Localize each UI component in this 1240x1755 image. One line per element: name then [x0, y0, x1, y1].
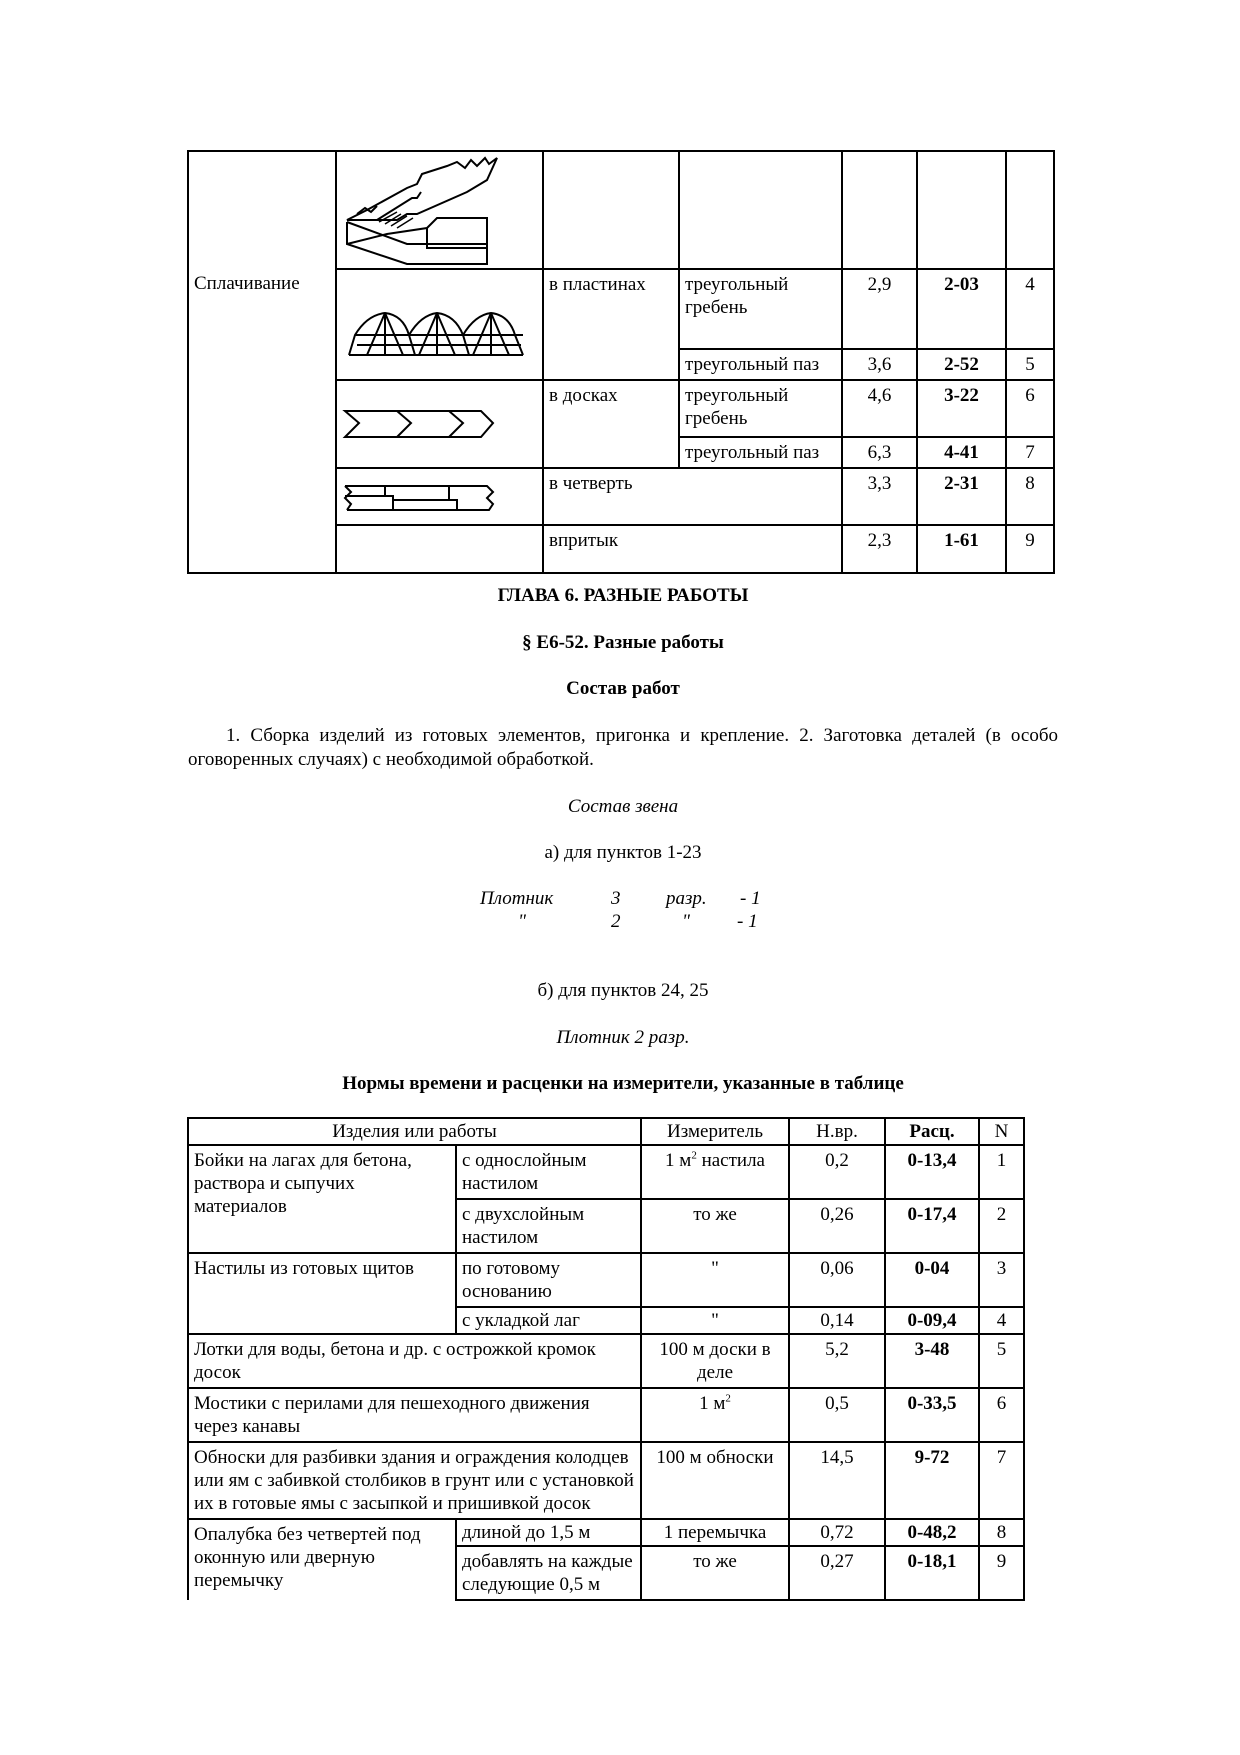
crew-a-heading: а) для пунктов 1-23	[544, 842, 702, 863]
rate-cell: 0-17,4	[885, 1199, 979, 1253]
nvr-cell: 0,5	[789, 1388, 885, 1442]
rate-cell: 4-41	[917, 437, 1006, 468]
figure-cell-triangular-ridge-plates	[336, 269, 543, 380]
crew-b-heading: б) для пунктов 24, 25	[537, 980, 709, 1001]
n-cell: 8	[979, 1519, 1024, 1546]
item-cell: Мостики с перилами для пешеходного движения через канавы	[188, 1388, 641, 1442]
item-cell: Настилы из готовых щитов	[188, 1253, 456, 1334]
n-cell: 9	[1006, 525, 1054, 573]
n-cell: 4	[1006, 269, 1054, 349]
joining-table	[187, 150, 1055, 574]
chapter-title: ГЛАВА 6. РАЗНЫЕ РАБОТЫ	[497, 585, 749, 606]
measure-cell: 1 перемычка	[641, 1519, 789, 1546]
rate-cell: 9-72	[885, 1442, 979, 1519]
crew-b-text: Плотник 2 разр.	[556, 1027, 690, 1048]
rate-cell: 1-61	[917, 525, 1006, 573]
crew-name: "	[518, 911, 526, 932]
nvr-cell: 0,14	[789, 1307, 885, 1334]
crew-count: - 1	[740, 888, 761, 909]
composition-heading: Состав работ	[566, 678, 680, 699]
nvr-cell: 0,26	[789, 1199, 885, 1253]
sub-cell: с однослойным настилом	[456, 1145, 641, 1199]
rate-cell: 0-18,1	[885, 1546, 979, 1600]
header-item: Изделия или работы	[188, 1118, 641, 1145]
n-cell: 5	[979, 1334, 1024, 1388]
header-nvr: Н.вр.	[789, 1118, 885, 1145]
chevron-boards-drawing	[337, 399, 537, 449]
measure-cell: то же	[641, 1546, 789, 1600]
norms-table	[187, 1117, 1025, 1601]
n-cell: 4	[979, 1307, 1024, 1334]
rate-cell: 0-09,4	[885, 1307, 979, 1334]
crew-a-list	[470, 887, 770, 935]
nvr-cell: 6,3	[842, 437, 917, 468]
figure-cell-staggered-joint	[336, 151, 543, 269]
nvr-cell: 14,5	[789, 1442, 885, 1519]
rate-cell: 0-48,2	[885, 1519, 979, 1546]
type-cell: в четверть	[543, 468, 842, 525]
nvr-cell: 0,2	[789, 1145, 885, 1199]
figure-cell-chevron-boards	[336, 380, 543, 468]
header-measure: Измеритель	[641, 1118, 789, 1145]
rate-cell: 0-13,4	[885, 1145, 979, 1199]
nvr-cell: 2,9	[842, 269, 917, 349]
nvr-cell: 5,2	[789, 1334, 885, 1388]
nvr-cell: 4,6	[842, 380, 917, 437]
n-cell: 5	[1006, 349, 1054, 380]
measure-cell: 1 $м^2$ настила	[641, 1145, 789, 1199]
subtype-cell: треугольный гребень	[679, 269, 842, 349]
item-cell: Бойки на лагах для бетона, раствора и сыпучих материалов	[188, 1145, 456, 1253]
n-cell: 9	[979, 1546, 1024, 1600]
nvr-cell: 3,6	[842, 349, 917, 380]
n-cell: 8	[1006, 468, 1054, 525]
rate-cell: 3-48	[885, 1334, 979, 1388]
item-cell: Лотки для воды, бетона и др. с острожкой кромок досок	[188, 1334, 641, 1388]
n-cell: 3	[979, 1253, 1024, 1307]
nvr-cell: 3,3	[842, 468, 917, 525]
sub-cell: с укладкой лаг	[456, 1307, 641, 1334]
rate-cell: 2-03	[917, 269, 1006, 349]
nvr-cell: 2,3	[842, 525, 917, 573]
sub-cell: добавлять на каждые следующие 0,5 м	[456, 1546, 641, 1600]
type-cell: в досках	[543, 380, 679, 468]
crew-grade: 2	[611, 911, 621, 932]
header-n: N	[979, 1118, 1024, 1145]
rabbet-joint-drawing	[337, 472, 537, 522]
item-cell: Опалубка без четвертей под оконную или дверную перемычку	[188, 1519, 456, 1600]
n-cell: 1	[979, 1145, 1024, 1199]
figure-cell-rabbet-joint	[336, 468, 543, 525]
header-rate: Расц.	[885, 1118, 979, 1145]
rate-cell: 3-22	[917, 380, 1006, 437]
sub-cell: длиной до 1,5 м	[456, 1519, 641, 1546]
measure-cell: то же	[641, 1199, 789, 1253]
n-cell: 2	[979, 1199, 1024, 1253]
measure-cell: "	[641, 1253, 789, 1307]
n-cell: 6	[979, 1388, 1024, 1442]
subtype-cell: треугольный паз	[679, 349, 842, 380]
crew-grade: 3	[611, 888, 621, 909]
crew-unit: разр.	[666, 888, 707, 909]
crew-unit: "	[682, 911, 690, 932]
type-cell: впритык	[543, 525, 842, 573]
group-label: Сплачивание	[194, 273, 300, 294]
n-cell: 7	[979, 1442, 1024, 1519]
staggered-joint-drawing	[337, 152, 537, 268]
sub-cell: с двухслойным настилом	[456, 1199, 641, 1253]
norms-heading: Нормы времени и расценки на измерители, указанные в таблице	[342, 1073, 904, 1094]
nvr-cell: 0,72	[789, 1519, 885, 1546]
nvr-cell: 0,27	[789, 1546, 885, 1600]
nvr-cell: 0,06	[789, 1253, 885, 1307]
sub-cell: по готовому основанию	[456, 1253, 641, 1307]
measure-cell: 1 $м^2$	[641, 1388, 789, 1442]
composition-text: 1. Сборка изделий из готовых элементов, пригонка и крепление. 2. Заготовка деталей (в особо оговоренных случаях) с необходимой обработкой.	[188, 725, 1058, 770]
section-title: § Е6-52. Разные работы	[522, 632, 724, 653]
type-cell: в пластинах	[543, 269, 679, 380]
group-label-cell	[188, 269, 336, 573]
rate-cell: 2-52	[917, 349, 1006, 380]
subtype-cell: треугольный гребень	[679, 380, 842, 437]
n-cell: 7	[1006, 437, 1054, 468]
measure-cell: "	[641, 1307, 789, 1334]
crew-name: Плотник	[480, 888, 554, 909]
measure-cell: 100 м обноски	[641, 1442, 789, 1519]
triangular-ridge-drawing	[337, 285, 537, 365]
rate-cell: 0-33,5	[885, 1388, 979, 1442]
subtype-cell: треугольный паз	[679, 437, 842, 468]
rate-cell: 2-31	[917, 468, 1006, 525]
n-cell: 6	[1006, 380, 1054, 437]
measure-cell: 100 м доски в деле	[641, 1334, 789, 1388]
crew-heading: Состав звена	[567, 796, 679, 817]
crew-count: - 1	[737, 911, 758, 932]
item-cell: Обноски для разбивки здания и ограждения колодцев или ям с забивкой столбиков в грунт или с установкой их в готовые ямы с засыпкой и пришивкой досок	[188, 1442, 641, 1519]
rate-cell: 0-04	[885, 1253, 979, 1307]
